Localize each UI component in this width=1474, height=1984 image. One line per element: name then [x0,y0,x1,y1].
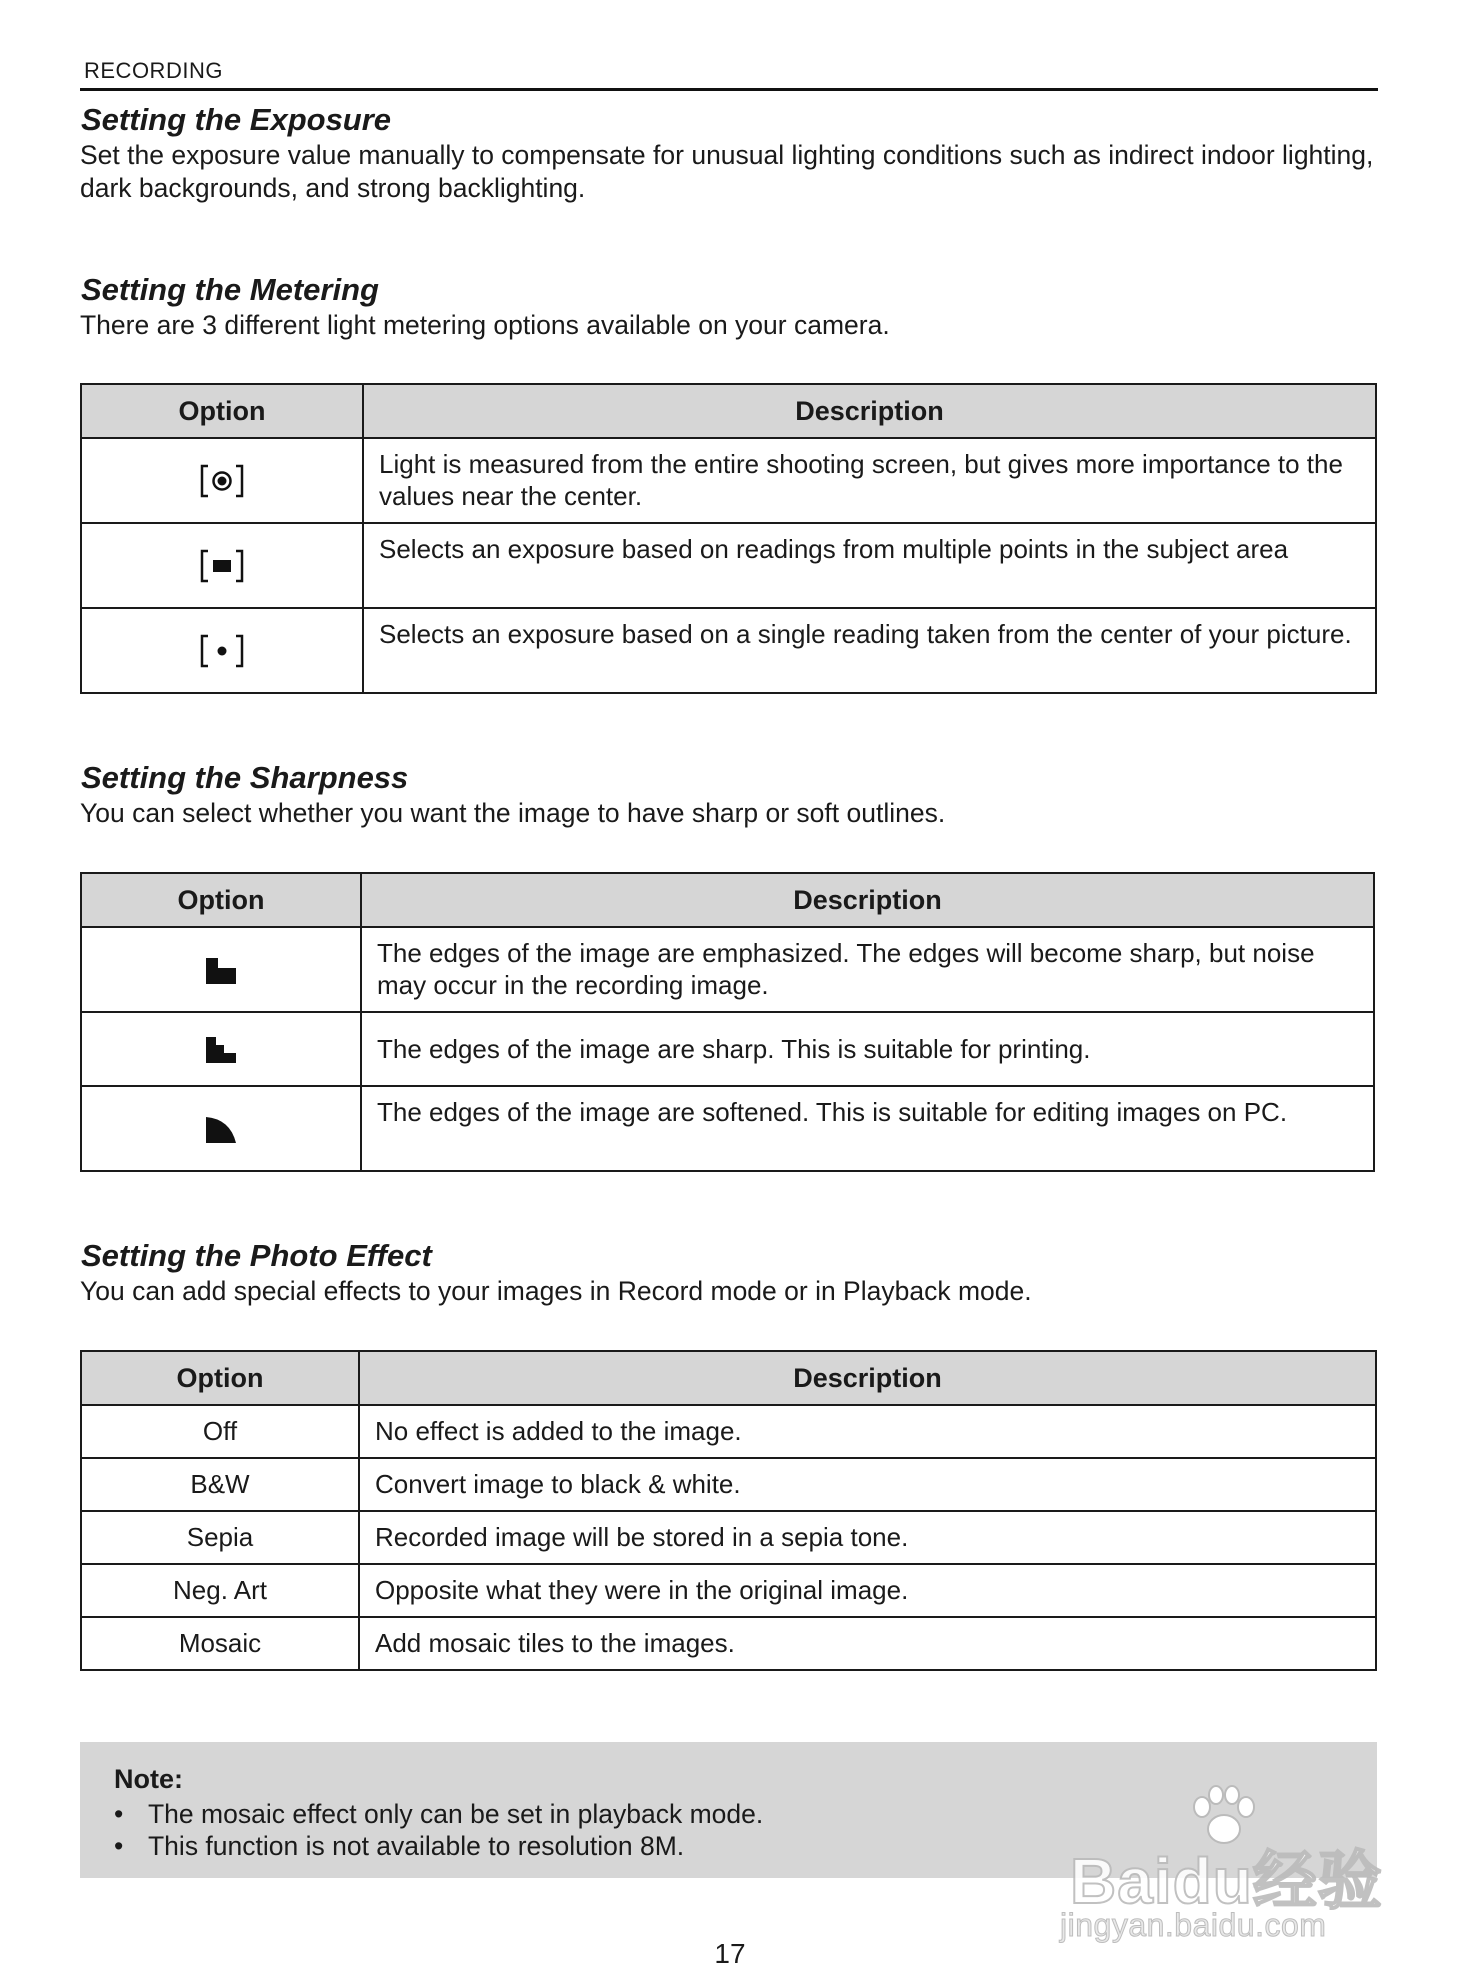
option-cell [81,523,363,608]
table-row [81,1617,1376,1670]
option-cell: Off [81,1405,359,1458]
table-row [81,1012,1374,1086]
description-cell: No effect is added to the image. [359,1405,1376,1458]
exposure-title: Setting the Exposure [81,102,392,137]
option-cell [81,927,361,1012]
sharpness-high-icon [204,956,238,986]
table-row [81,1564,1376,1617]
table-header-row [81,1351,1376,1405]
sharpness-body: You can select whether you want the image to have sharp or soft outlines. [80,798,946,828]
center-weighted-metering-icon [200,464,244,498]
multi-metering-icon [200,549,244,583]
description-cell: Selects an exposure based on a single reading taken from the center of your picture. [363,608,1376,693]
running-header: RECORDING [84,58,223,83]
option-cell: Sepia [81,1511,359,1564]
metering-table [80,383,1377,694]
option-cell: Mosaic [81,1617,359,1670]
description-cell: The edges of the image are sharp. This is suitable for printing. [361,1012,1374,1086]
table-row [81,1405,1376,1458]
option-cell [81,438,363,523]
watermark-logo: Baidu经验 [1070,1845,1383,1917]
table-header-row [81,384,1376,438]
sharpness-soft-icon [204,1115,238,1145]
column-header-description: Description [359,1351,1376,1405]
table-row [81,1511,1376,1564]
description-cell: The edges of the image are softened. This is suitable for editing images on PC. [361,1086,1374,1171]
page-number: 17 [714,1938,746,1969]
description-cell: Recorded image will be stored in a sepia tone. [359,1511,1376,1564]
description-cell: Light is measured from the entire shooting screen, but gives more importance to the values near the center. [363,438,1376,523]
note-item-text: The mosaic effect only can be set in playback mode. [148,1799,764,1829]
table-row [81,523,1376,608]
column-header-option: Option [81,384,363,438]
header-rule [80,88,1378,91]
photo-effect-table [80,1350,1377,1671]
photo-effect-body: You can add special effects to your images in Record mode or in Playback mode. [80,1276,1032,1306]
baidu-watermark [1060,1785,1410,1945]
description-cell: Selects an exposure based on readings from multiple points in the subject area [363,523,1376,608]
description-cell: Convert image to black & white. [359,1458,1376,1511]
metering-title: Setting the Metering [81,272,379,307]
option-cell [81,608,363,693]
column-header-option: Option [81,1351,359,1405]
sharpness-title: Setting the Sharpness [81,760,409,795]
sharpness-table [80,872,1375,1172]
spot-metering-icon [200,634,244,668]
table-row [81,438,1376,523]
list-item [114,1830,763,1862]
table-row [81,608,1376,693]
metering-body: There are 3 different light metering options available on your camera. [80,310,890,340]
photo-effect-title: Setting the Photo Effect [81,1238,432,1273]
option-cell: Neg. Art [81,1564,359,1617]
description-cell: Add mosaic tiles to the images. [359,1617,1376,1670]
exposure-body: Set the exposure value manually to compensate for unusual lighting conditions such as indirect indoor lighting, dark backgrounds, and strong backlighting. [80,140,1374,203]
note-list [114,1798,763,1862]
option-cell [81,1086,361,1171]
sharpness-normal-icon [204,1035,238,1065]
option-cell [81,1012,361,1086]
bullet-icon: • [114,1831,124,1861]
table-row [81,927,1374,1012]
note-item-text: This function is not available to resolution 8M. [148,1831,685,1861]
table-row [81,1458,1376,1511]
column-header-option: Option [81,873,361,927]
description-cell: Opposite what they were in the original image. [359,1564,1376,1617]
list-item [114,1798,763,1830]
watermark-url: jingyan.baidu.com [1060,1907,1327,1943]
description-cell: The edges of the image are emphasized. The edges will become sharp, but noise may occur in the recording image. [361,927,1374,1012]
bullet-icon: • [114,1799,124,1829]
note-title: Note: [114,1764,183,1794]
table-row [81,1086,1374,1171]
column-header-description: Description [363,384,1376,438]
column-header-description: Description [361,873,1374,927]
option-cell: B&W [81,1458,359,1511]
table-header-row [81,873,1374,927]
